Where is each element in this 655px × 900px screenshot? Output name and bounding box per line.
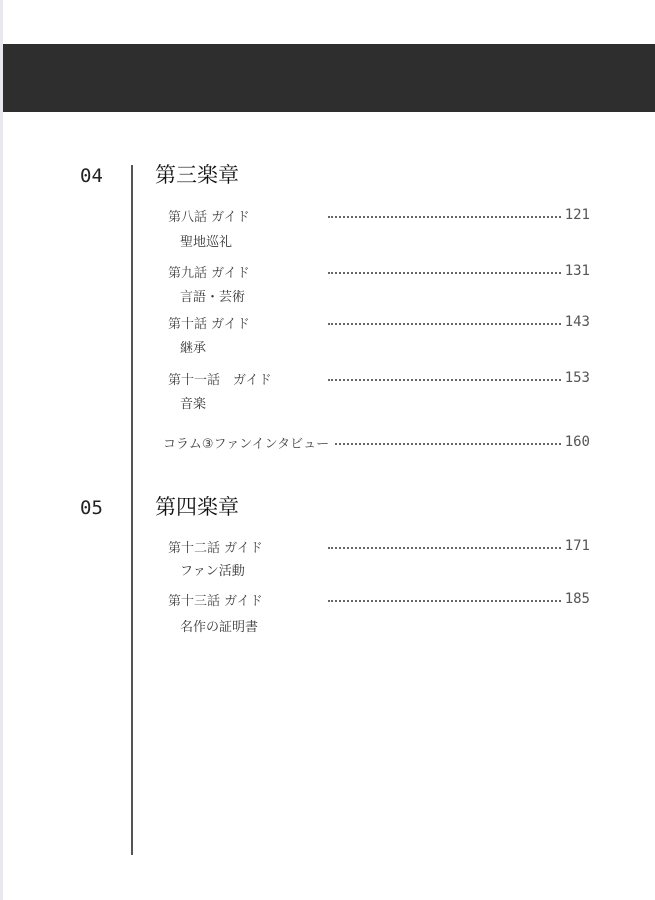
toc-entry[interactable] bbox=[168, 590, 590, 608]
page-top-margin bbox=[0, 0, 655, 44]
toc-entry-label: 第十三話 ガイド bbox=[168, 593, 263, 609]
toc-entry-label: コラム③ファンインタビュー bbox=[163, 436, 330, 452]
toc-entry-page: 121 bbox=[564, 207, 590, 223]
dot-leader bbox=[328, 323, 561, 325]
chapter-number: 04 bbox=[80, 165, 103, 187]
vertical-divider bbox=[131, 165, 133, 855]
toc-entry-page: 153 bbox=[564, 370, 590, 386]
toc-entry-page: 160 bbox=[564, 434, 590, 450]
toc-entry[interactable] bbox=[168, 369, 590, 387]
toc-entry-page: 131 bbox=[564, 263, 590, 279]
dot-leader bbox=[328, 379, 561, 381]
toc-entry-label: 第十話 ガイド bbox=[168, 316, 250, 332]
chapter-number: 05 bbox=[80, 497, 103, 519]
toc-entry-page: 185 bbox=[564, 591, 590, 607]
dot-leader bbox=[328, 547, 561, 549]
toc-entry-subtitle: 聖地巡礼 bbox=[180, 235, 233, 250]
toc-entry-label: 第九話 ガイド bbox=[168, 265, 250, 281]
toc-entry-subtitle: ファン活動 bbox=[180, 564, 245, 579]
toc-entry-subtitle: 継承 bbox=[180, 341, 207, 356]
chapter-title: 第三楽章 bbox=[155, 163, 239, 187]
toc-entry-label: 第十二話 ガイド bbox=[168, 540, 263, 556]
toc-entry[interactable] bbox=[168, 313, 590, 331]
dot-leader bbox=[328, 600, 561, 602]
toc-entry-page: 171 bbox=[564, 538, 590, 554]
chapter-title: 第四楽章 bbox=[155, 495, 239, 519]
dot-leader bbox=[335, 443, 561, 445]
toc-entry-page: 143 bbox=[564, 314, 590, 330]
toc-entry[interactable] bbox=[168, 262, 590, 280]
page-left-edge bbox=[0, 0, 3, 900]
toc-entry-label: 第十一話 ガイド bbox=[168, 372, 272, 388]
toc-entry-subtitle: 音楽 bbox=[180, 397, 207, 412]
toc-entry-column[interactable] bbox=[163, 433, 590, 451]
toc-entry-subtitle: 名作の証明書 bbox=[180, 620, 259, 635]
toc-entry[interactable] bbox=[168, 537, 590, 555]
toc-entry[interactable] bbox=[168, 206, 590, 224]
dot-leader bbox=[328, 216, 561, 218]
dot-leader bbox=[328, 272, 561, 274]
toc-entry-subtitle: 言語・芸術 bbox=[180, 290, 246, 305]
toc-entry-label: 第八話 ガイド bbox=[168, 209, 250, 225]
header-band bbox=[3, 44, 655, 112]
